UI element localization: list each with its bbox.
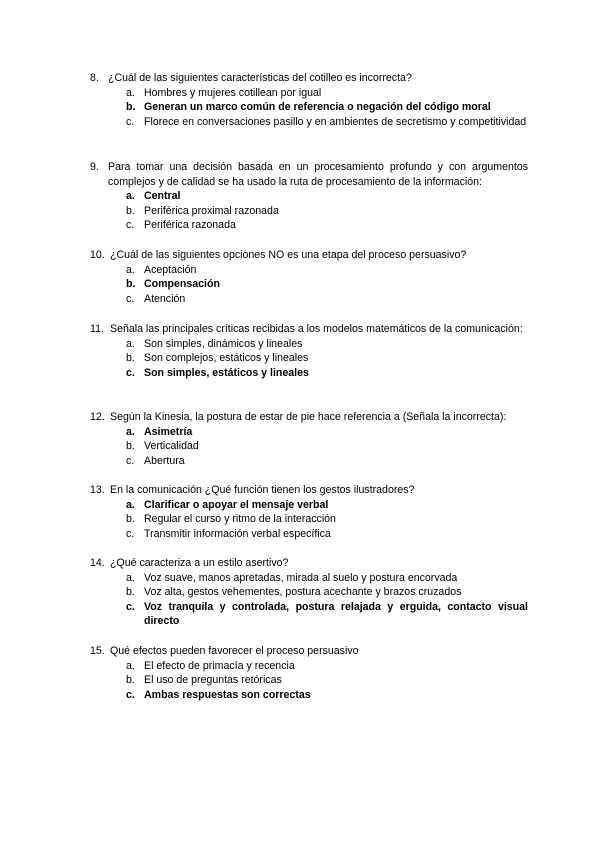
- option-text: Verticalidad: [144, 440, 199, 453]
- option-letter: a.: [126, 425, 135, 438]
- option-letter: b.: [126, 586, 135, 599]
- option-letter: a.: [126, 659, 135, 672]
- option-text: Voz alta, gestos vehementes, postura acechante y brazos cruzados: [144, 586, 462, 599]
- option-text: Atención: [144, 292, 186, 305]
- option-letter: a.: [126, 86, 135, 99]
- option-c: [90, 292, 528, 307]
- option-c: [90, 527, 528, 542]
- option-a: [90, 337, 528, 352]
- option-b: [90, 439, 528, 454]
- options-list: [90, 425, 528, 469]
- option-b: [90, 585, 528, 600]
- question-text: Qué efectos pueden favorecer el proceso persuasivo: [110, 645, 359, 657]
- option-letter: c.: [126, 366, 135, 379]
- option-a-correct: [90, 425, 528, 440]
- option-a-correct: [90, 498, 528, 513]
- option-text: Son simples, estáticos y lineales: [144, 366, 309, 379]
- option-letter: b.: [126, 278, 136, 291]
- option-b: [90, 204, 528, 219]
- question-header: [90, 322, 528, 337]
- option-letter: b.: [126, 674, 135, 687]
- option-b: [90, 512, 528, 527]
- option-letter: c.: [126, 219, 135, 232]
- option-letter: b.: [126, 513, 135, 526]
- question-14: [90, 556, 528, 629]
- option-letter: c.: [126, 115, 135, 128]
- options-list: [90, 498, 528, 542]
- question-9: [90, 160, 528, 233]
- option-text: Periférica proximal razonada: [144, 204, 279, 217]
- option-letter: b.: [126, 204, 135, 217]
- question-header: [90, 160, 528, 189]
- question-header: [90, 556, 528, 571]
- question-text: ¿Qué caracteriza a un estilo asertivo?: [110, 557, 289, 569]
- option-letter: a.: [126, 263, 135, 276]
- question-8: [90, 71, 528, 129]
- option-a-correct: [90, 189, 528, 204]
- option-letter: c.: [126, 688, 135, 701]
- option-b-correct: [90, 277, 528, 292]
- option-text: Regular el curso y ritmo de la interacción: [144, 513, 336, 526]
- question-header: [90, 410, 528, 425]
- option-text: Hombres y mujeres cotillean por igual: [144, 86, 322, 99]
- option-text: Aceptación: [144, 263, 197, 276]
- question-header: [90, 483, 528, 498]
- option-letter: b.: [126, 352, 135, 365]
- option-text: Voz tranquila y controlada, postura relajada y erguida, contacto visual directo: [144, 600, 528, 628]
- options-list: [90, 571, 528, 629]
- option-text: Periférica razonada: [144, 219, 236, 232]
- option-letter: c.: [126, 454, 135, 467]
- option-a: [90, 659, 528, 674]
- question-13: [90, 483, 528, 541]
- question-number: 14.: [90, 557, 105, 569]
- question-text: Para tomar una decisión basada en un procesamiento profundo y con argumentos complejos y de calidad se ha usado la ruta de procesamiento de la información:: [108, 161, 528, 188]
- option-b: [90, 673, 528, 688]
- question-text: Según la Kinesia, la postura de estar de pie hace referencia a (Señala la incorrecta):: [110, 411, 507, 423]
- question-12: [90, 410, 528, 468]
- option-c-correct: [90, 688, 528, 703]
- option-letter: b.: [126, 101, 136, 114]
- question-text: ¿Cuál de las siguientes características del cotilleo es incorrecta?: [108, 72, 412, 84]
- question-header: [90, 644, 528, 659]
- options-list: [90, 189, 528, 233]
- option-text: Transmitir información verbal específica: [144, 527, 331, 540]
- question-number: 8.: [90, 72, 99, 84]
- option-c: [90, 115, 528, 130]
- option-text: Generan un marco común de referencia o negación del código moral: [144, 101, 491, 114]
- option-text: Compensación: [144, 278, 220, 291]
- question-text: ¿Cuál de las siguientes opciones NO es una etapa del proceso persuasivo?: [110, 249, 467, 261]
- option-text: Asimetría: [144, 425, 193, 438]
- question-number: 11.: [90, 323, 104, 335]
- option-text: Florece en conversaciones pasillo y en ambientes de secretismo y competitividad: [144, 115, 527, 128]
- question-text: En la comunicación ¿Qué función tienen los gestos ilustradores?: [110, 484, 415, 496]
- option-text: Abertura: [144, 454, 185, 467]
- option-text: Ambas respuestas son correctas: [144, 688, 311, 701]
- question-number: 12.: [90, 411, 105, 423]
- option-text: Central: [144, 190, 181, 203]
- option-text: Son simples, dinámicos y lineales: [144, 337, 303, 350]
- option-a: [90, 86, 528, 101]
- option-text: Clarificar o apoyar el mensaje verbal: [144, 498, 329, 511]
- option-c: [90, 454, 528, 469]
- option-letter: b.: [126, 440, 135, 453]
- option-c-correct: [90, 366, 528, 381]
- option-b-correct: [90, 100, 528, 115]
- option-letter: a.: [126, 498, 135, 511]
- option-letter: a.: [126, 571, 135, 584]
- options-list: [90, 263, 528, 307]
- question-header: [90, 248, 528, 263]
- option-letter: c.: [126, 292, 135, 305]
- option-text: Son complejos, estáticos y lineales: [144, 352, 309, 365]
- option-text: El efecto de primacía y recencia: [144, 659, 295, 672]
- option-a: [90, 571, 528, 586]
- options-list: [90, 86, 528, 130]
- option-letter: c.: [126, 600, 135, 613]
- question-number: 15.: [90, 645, 105, 657]
- question-text: Señala las principales críticas recibidas a los modelos matemáticos de la comunicación:: [110, 323, 523, 335]
- question-10: [90, 248, 528, 306]
- options-list: [90, 659, 528, 703]
- option-letter: c.: [126, 527, 135, 540]
- option-b: [90, 351, 528, 366]
- question-number: 10.: [90, 249, 105, 261]
- option-letter: a.: [126, 190, 135, 203]
- question-header: [90, 71, 528, 86]
- question-11: [90, 322, 528, 380]
- question-number: 9.: [90, 161, 99, 173]
- option-c: [90, 218, 528, 233]
- option-a: [90, 263, 528, 278]
- options-list: [90, 337, 528, 381]
- option-c-correct: [90, 600, 528, 629]
- question-number: 13.: [90, 484, 105, 496]
- option-text: Voz suave, manos apretadas, mirada al suelo y postura encorvada: [144, 571, 458, 584]
- option-text: El uso de preguntas retóricas: [144, 674, 282, 687]
- question-15: [90, 644, 528, 702]
- option-letter: a.: [126, 337, 135, 350]
